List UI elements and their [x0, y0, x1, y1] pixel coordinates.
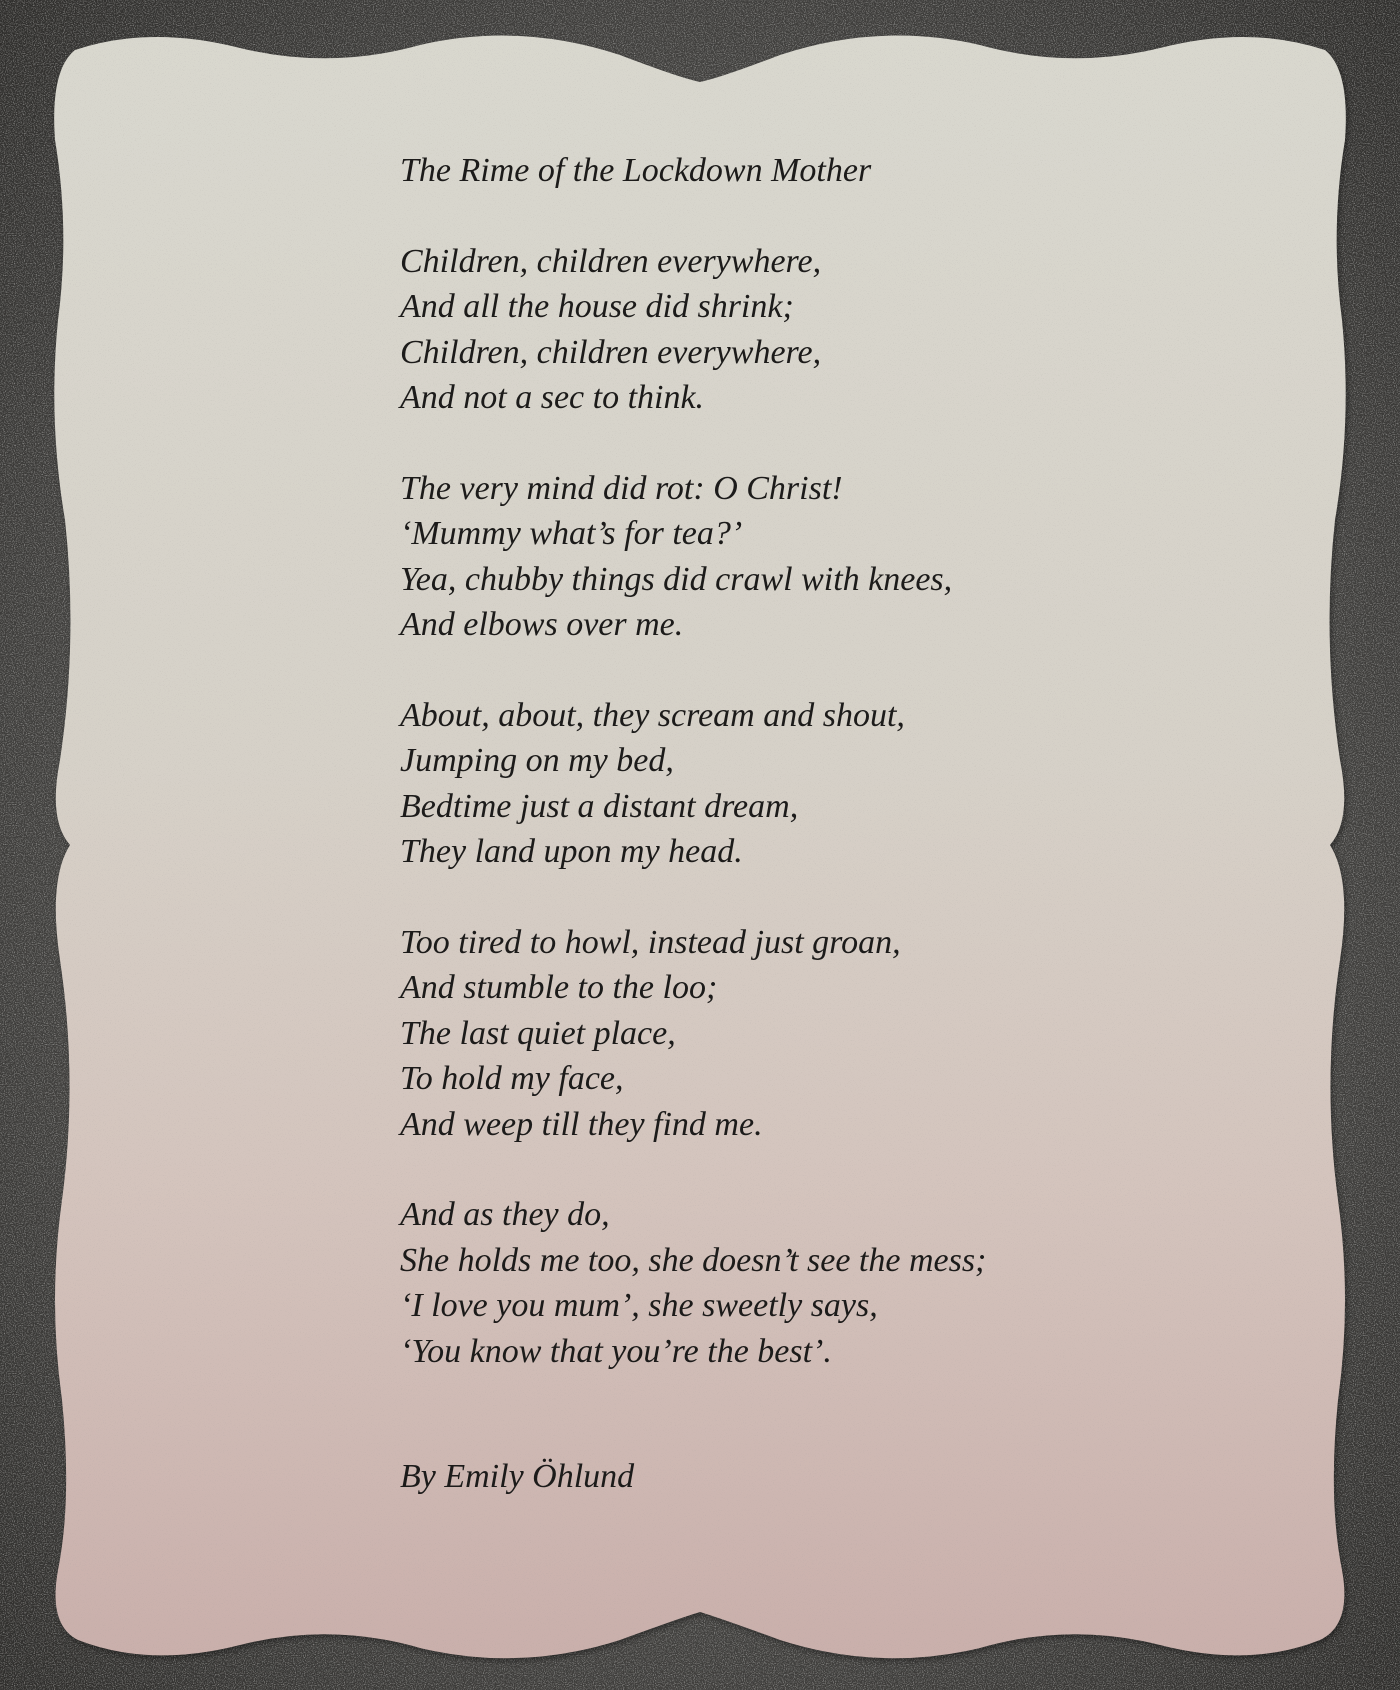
poem-line: And as they do,: [400, 1196, 610, 1233]
stanza-2: [400, 466, 1160, 648]
poem-line: She holds me too, she doesn’t see the mess;: [400, 1241, 987, 1279]
poem-line: The last quiet place,: [400, 1014, 676, 1052]
poem-line: Children, children everywhere,: [400, 242, 822, 280]
poem-line: And stumble to the loo;: [400, 969, 718, 1006]
poem-line: To hold my face,: [400, 1060, 624, 1097]
poem-line: They land upon my head.: [400, 833, 743, 870]
poem-line: And all the house did shrink;: [400, 288, 794, 325]
author-byline: By Emily Öhlund: [400, 1458, 635, 1495]
poem-line: ‘Mummy what’s for tea?’: [400, 515, 743, 552]
poem-line: And weep till they find me.: [400, 1105, 763, 1143]
poem-title: The Rime of the Lockdown Mother: [400, 152, 872, 189]
stanza-4: [400, 920, 1160, 1148]
poem-line: Bedtime just a distant dream,: [400, 787, 799, 825]
stanza-5: [400, 1192, 1160, 1374]
poem-line: Too tired to howl, instead just groan,: [400, 923, 901, 961]
poem-line: And elbows over me.: [400, 606, 684, 643]
poem: [400, 148, 1160, 1419]
poem-line: Jumping on my bed,: [400, 742, 674, 779]
poem-line: ‘You know that you’re the best’.: [400, 1332, 832, 1370]
poem-line: And not a sec to think.: [400, 379, 705, 416]
stanza-1: [400, 239, 1160, 421]
poem-line: The very mind did rot: O Christ!: [400, 469, 843, 507]
poem-line: Children, children everywhere,: [400, 333, 822, 371]
stanza-3: [400, 693, 1160, 875]
poem-line: About, about, they scream and shout,: [400, 696, 905, 734]
poem-line: ‘I love you mum’, she sweetly says,: [400, 1287, 878, 1324]
poem-line: Yea, chubby things did crawl with knees,: [400, 560, 953, 598]
